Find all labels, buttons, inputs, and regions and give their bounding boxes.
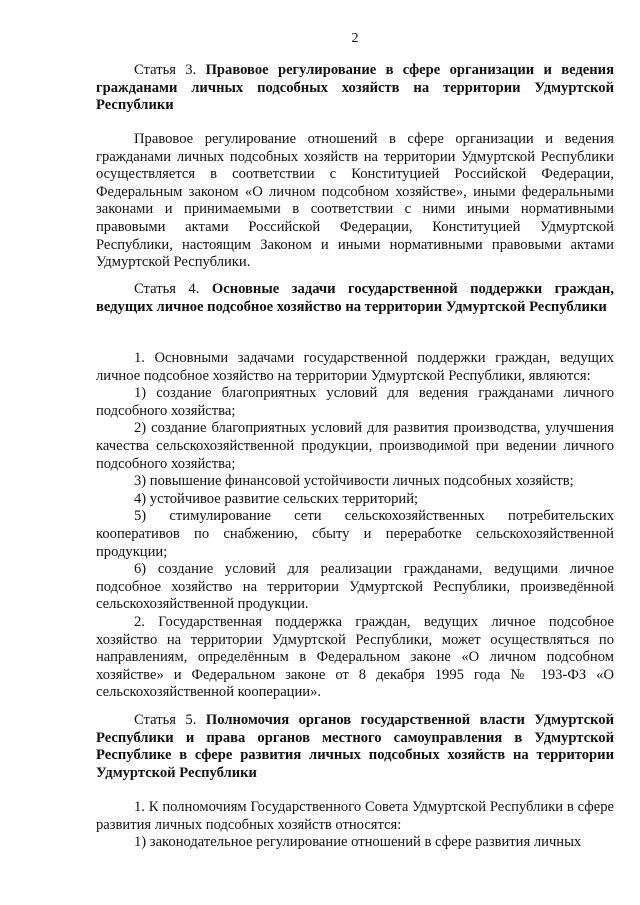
article-5 (96, 712, 614, 782)
article-title: Основные задачи государственной поддержки граждан, ведущих личное подсобное хозяйство на территории Удмуртской Республики (96, 281, 614, 315)
document-page (96, 0, 614, 905)
article-3-body (96, 131, 614, 272)
list-item: 1) законодательное регулирование отношений в сфере развития личных (134, 834, 582, 851)
list-item: 6) создание условий для реализации гражданами, ведущими личное подсобное хозяйство на территории Удмуртской Республики, произведённой сельскохозяйственной продукции. (96, 561, 614, 613)
article-number: Статья 5. (134, 712, 197, 728)
article-heading (96, 62, 614, 115)
paragraph: 1. К полномочиям Государственного Совета Удмуртской Республики в сфере развития личных подсобных хозяйств относятся: (96, 799, 614, 833)
article-number: Статья 3. (134, 62, 197, 78)
article-number: Статья 4. (134, 281, 200, 297)
article-4-body (96, 350, 614, 702)
article-title: Полномочия органов государственной власти Удмуртской Республики и права органов местного самоуправления в Удмуртской Республике в сфере развития личных подсобных хозяйств на территории Удмуртской Республики (96, 712, 614, 781)
article-5-body (96, 799, 614, 852)
list-item: 5) стимулирование сети сельскохозяйственных потребительских кооперативов по снабжению, сбыту и переработке сельскохозяйственной продукции; (96, 508, 614, 560)
page-number: 2 (351, 31, 359, 46)
list-item: 1) создание благоприятных условий для ведения гражданами личного подсобного хозяйства; (96, 385, 614, 419)
article-heading (96, 281, 614, 316)
paragraph: Правовое регулирование отношений в сфере организации и ведения гражданами личных подсобных хозяйств на территории Удмуртской Республики осуществляется в соответствии с Конституцией Российской Федерации, Федеральным законом «О личном подсобном хозяйстве», иными федеральными законами и принимаемыми в соответствии с ними иными нормативными правовыми актами Российской Федерации, Конституцией Удмуртской Республики, настоящим Законом и иными нормативными правовыми актами Удмуртской Республики. (96, 131, 614, 271)
article-heading (96, 712, 614, 782)
list-item: 3) повышение финансовой устойчивости личных подсобных хозяйств; (134, 473, 574, 490)
article-4 (96, 281, 614, 316)
list-item: 2) создание благоприятных условий для развития производства, улучшения качества сельскохозяйственной продукции, производимой при ведении личного подсобного хозяйства; (96, 420, 614, 472)
article-3 (96, 62, 614, 115)
article-title: Правовое регулирование в сфере организации и ведения гражданами личных подсобных хозяйств на территории Удмуртской Республики (96, 62, 614, 114)
list-item: 4) устойчивое развитие сельских территорий; (134, 490, 419, 507)
paragraph: 2. Государственная поддержка граждан, ведущих личное подсобное хозяйство на территории Удмуртской Республики, может осуществляться по направлениям, определённым в Федеральном законе «О личном подсобном хозяйстве» и Федеральном законе от 8 декабря 1995 года № 193-ФЗ «О сельскохозяйственной кооперации». (96, 613, 614, 701)
paragraph: 1. Основными задачами государственной поддержки граждан, ведущих личное подсобное хозяйство на территории Удмуртской Республики, являются: (96, 350, 614, 384)
